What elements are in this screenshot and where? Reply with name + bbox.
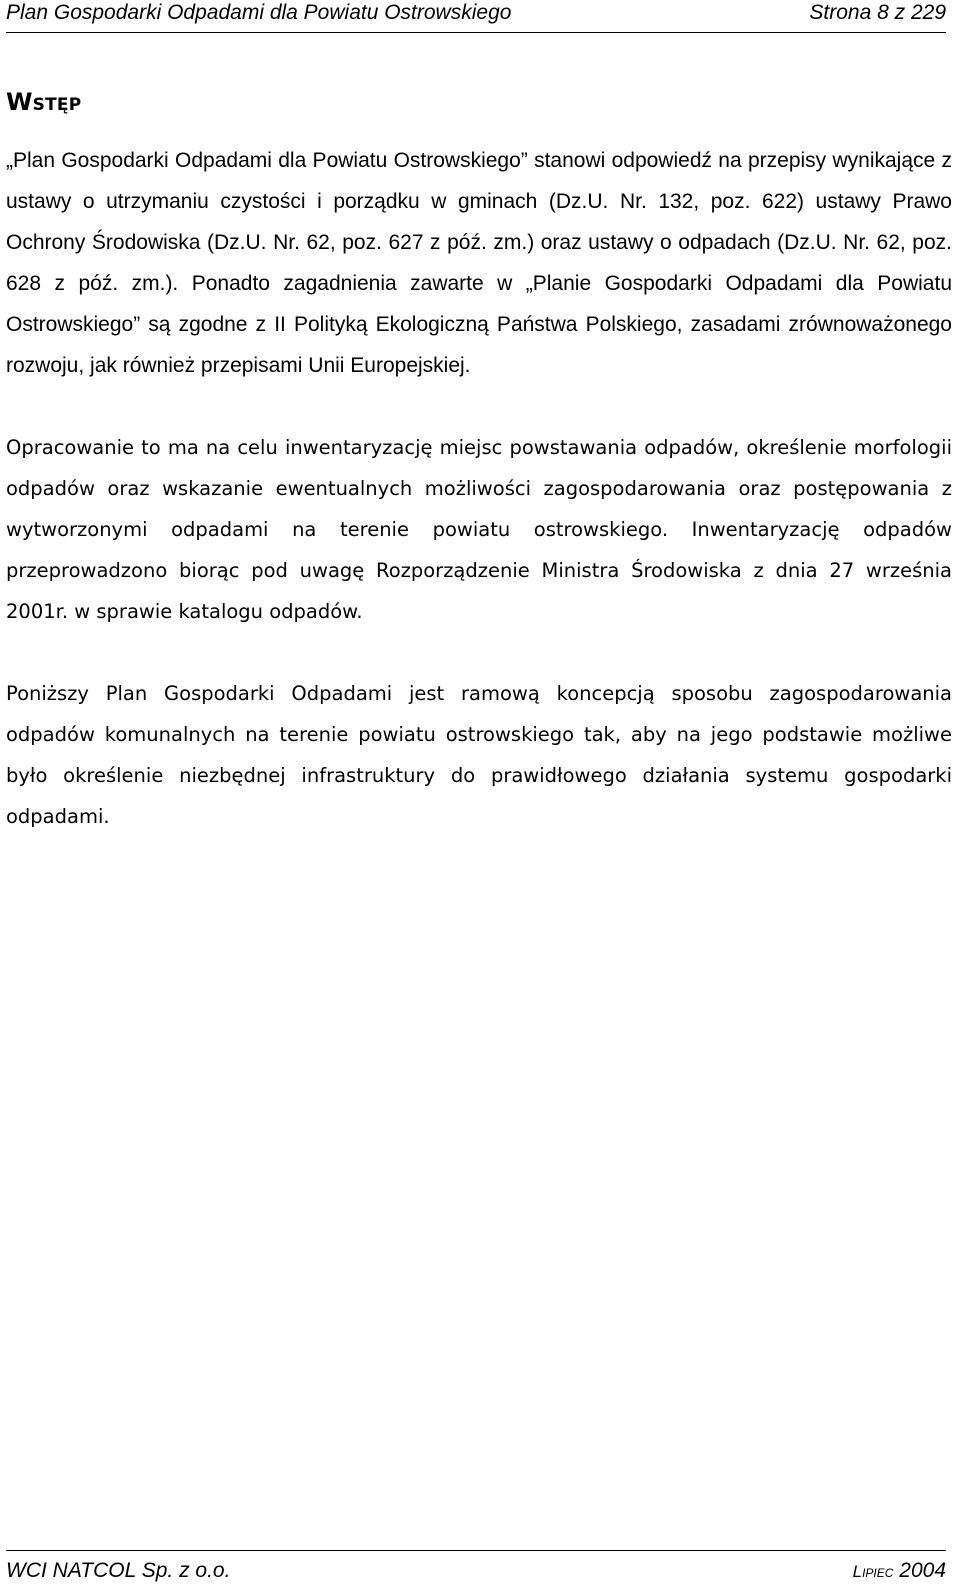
page-number: Strona 8 z 229 bbox=[809, 1, 946, 24]
paragraph: Poniższy Plan Gospodarki Odpadami jest ramową koncepcją sposobu zagospodarowania odpadów komunalnych na terenie powiatu ostrowskiego tak, aby na jego podstawie możliwe było określenie niezbędnej infrastruktury do prawidłowego działania systemu gospodarki odpadami. bbox=[6, 682, 952, 828]
paragraph: Opracowanie to ma na celu inwentaryzację miejsc powstawania odpadów, określenie morfologii odpadów oraz wskazanie ewentualnych możliwości zagospodarowania oraz postępowania z wytworzonymi odpadami na terenie powiatu ostrowskiego. Inwentaryzację odpadów przeprowadzono biorąc pod uwagę Rozporządzenie Ministra Środowiska z dnia 27 września 2001r. w sprawie katalogu odpadów. bbox=[6, 436, 952, 623]
company-name: WCI NATCOL Sp. z o.o. bbox=[6, 1559, 231, 1582]
paragraph: „Plan Gospodarki Odpadami dla Powiatu Ostrowskiego” stanowi odpowiedź na przepisy wynikające z ustawy o utrzymaniu czystości i porządku w gminach (Dz.U. Nr. 132, poz. 622) ustawy Prawo Ochrony Środowiska (Dz.U. Nr. 62, poz. 627 z póź. zm.) oraz ustawy o odpadach (Dz.U. Nr. 62, poz. 628 z póź. zm.). Ponadto zagadnienia zawarte w „Planie Gospodarki Odpadami dla Powiatu Ostrowskiego” są zgodne z II Polityką Ekologiczną Państwa Polskiego, zasadami zrównoważonego rozwoju, jak również przepisami Unii Europejskiej. bbox=[6, 149, 952, 377]
document-date bbox=[853, 1559, 946, 1583]
date-month: Lipiec bbox=[852, 1562, 894, 1581]
page-footer bbox=[6, 1550, 946, 1591]
document-body bbox=[6, 140, 952, 837]
document-title: Plan Gospodarki Odpadami dla Powiatu Ostrowskiego bbox=[6, 1, 512, 24]
section-title: Wstęp bbox=[6, 88, 82, 116]
page-header bbox=[6, 0, 946, 33]
date-year: 2004 bbox=[899, 1559, 946, 1582]
